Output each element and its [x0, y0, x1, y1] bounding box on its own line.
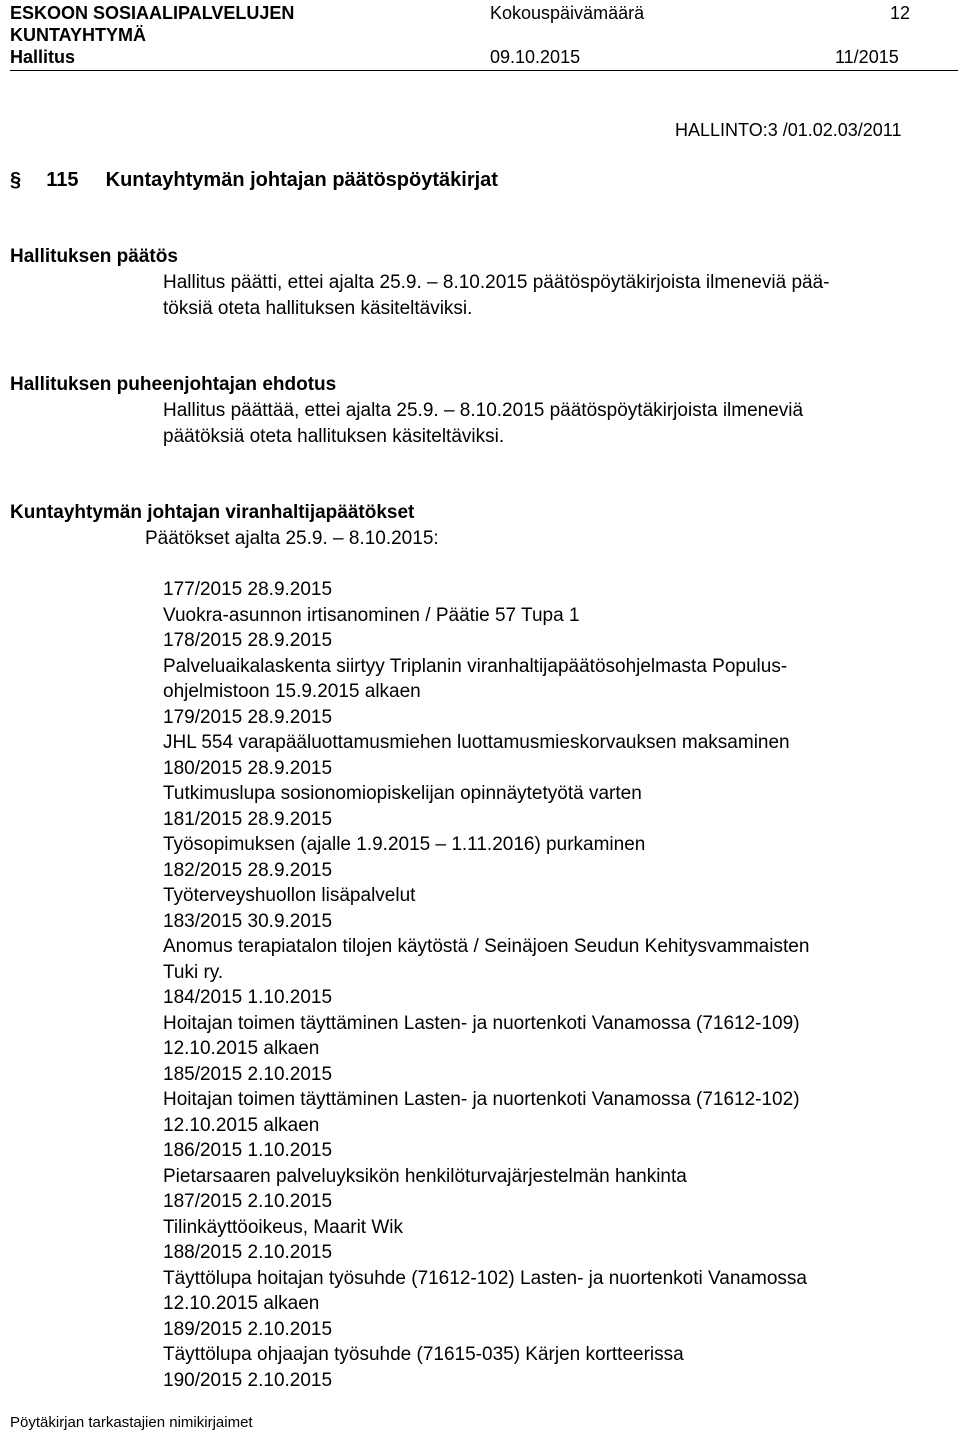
list-item: Anomus terapiatalon tilojen käytöstä / Seinäjoen Seudun Kehitysvammaisten [163, 936, 810, 957]
proposal-heading: Hallituksen puheenjohtajan ehdotus [10, 374, 337, 395]
list-item: 178/2015 28.9.2015 [163, 630, 333, 651]
list-item: Vuokra-asunnon irtisanominen / Päätie 57 Tupa 1 [163, 604, 580, 626]
list-item: 183/2015 30.9.2015 [163, 910, 333, 932]
proposal-line: päätöksiä oteta hallituksen käsiteltäviksi. [163, 425, 505, 447]
list-item: 181/2015 28.9.2015 [163, 808, 333, 830]
decisions-period: Päätökset ajalta 25.9. – 8.10.2015: [145, 528, 439, 549]
decision-line: töksiä oteta hallituksen käsiteltäviksi. [163, 297, 473, 319]
list-item: 179/2015 28.9.2015 [163, 706, 333, 728]
list-item: Pietarsaaren palveluyksikön henkilöturvajärjestelmän hankinta [163, 1165, 687, 1187]
list-item: Työterveyshuollon lisäpalvelut [163, 885, 416, 906]
section-title [10, 168, 498, 194]
list-item: 184/2015 1.10.2015 [163, 987, 333, 1008]
list-item: 189/2015 2.10.2015 [163, 1318, 333, 1340]
organization-name: ESKOON SOSIAALIPALVELUJEN [10, 3, 295, 23]
decision-text [163, 270, 829, 321]
section-symbol: § [10, 169, 22, 191]
footer-initials-label: Pöytäkirjan tarkastajien nimikirjaimet [10, 1414, 253, 1431]
section-number: 115 [46, 169, 79, 191]
list-item: 186/2015 1.10.2015 [163, 1140, 333, 1161]
list-item: 185/2015 2.10.2015 [163, 1063, 333, 1085]
list-item: 180/2015 28.9.2015 [163, 757, 333, 779]
proposal-line: Hallitus päättää, ettei ajalta 25.9. – 8.10.2015 päätöspöytäkirjoista ilmeneviä [163, 400, 804, 421]
list-item: Täyttölupa hoitajan työsuhde (71612-102) Lasten- ja nuortenkoti Vanamossa [163, 1267, 807, 1289]
meeting-date-label: Kokouspäivämäärä [490, 3, 645, 23]
decisions-list [163, 577, 809, 1393]
list-item: Työsopimuksen (ajalle 1.9.2015 – 1.11.2016) purkaminen [163, 834, 646, 855]
header-divider [10, 70, 958, 71]
list-item: ohjelmistoon 15.9.2015 alkaen [163, 681, 421, 702]
list-item: Tilinkäyttöoikeus, Maarit Wik [163, 1216, 404, 1238]
list-item: Hoitajan toimen täyttäminen Lasten- ja nuortenkoti Vanamossa (71612-109) [163, 1012, 800, 1034]
list-item: 187/2015 2.10.2015 [163, 1191, 333, 1212]
list-item: Täyttölupa ohjaajan työsuhde (71615-035) Kärjen kortteerissa [163, 1344, 684, 1365]
document-reference: HALLINTO:3 /01.02.03/2011 [675, 120, 902, 140]
section-heading: Kuntayhtymän johtajan päätöspöytäkirjat [105, 169, 498, 191]
list-item: 12.10.2015 alkaen [163, 1038, 320, 1059]
list-item: 182/2015 28.9.2015 [163, 859, 333, 881]
list-item: 12.10.2015 alkaen [163, 1293, 320, 1314]
proposal-text [163, 398, 803, 449]
list-item: Palveluaikalaskenta siirtyy Triplanin viranhaltijapäätösohjelmasta Populus- [163, 655, 788, 677]
meeting-number: 11/2015 [835, 47, 899, 67]
list-item: 12.10.2015 alkaen [163, 1114, 320, 1136]
list-item: Hoitajan toimen täyttäminen Lasten- ja nuortenkoti Vanamossa (71612-102) [163, 1089, 800, 1110]
decisions-list-heading: Kuntayhtymän johtajan viranhaltijapäätökset [10, 502, 415, 523]
decision-line: Hallitus päätti, ettei ajalta 25.9. – 8.10.2015 päätöspöytäkirjoista ilmeneviä pää- [163, 272, 830, 293]
list-item: 190/2015 2.10.2015 [163, 1369, 333, 1391]
list-item: 177/2015 28.9.2015 [163, 579, 333, 600]
meeting-date: 09.10.2015 [490, 47, 581, 67]
list-item: JHL 554 varapääluottamusmiehen luottamusmieskorvauksen maksaminen [163, 732, 790, 753]
list-item: Tuki ry. [163, 961, 224, 983]
list-item: 188/2015 2.10.2015 [163, 1242, 333, 1263]
page-number: 12 [890, 3, 911, 23]
list-item: Tutkimuslupa sosionomiopiskelijan opinnäytetyötä varten [163, 783, 642, 804]
decision-heading: Hallituksen päätös [10, 246, 178, 267]
body-name: Hallitus [10, 47, 76, 67]
organization-name-line2: KUNTAYHTYMÄ [10, 25, 147, 45]
